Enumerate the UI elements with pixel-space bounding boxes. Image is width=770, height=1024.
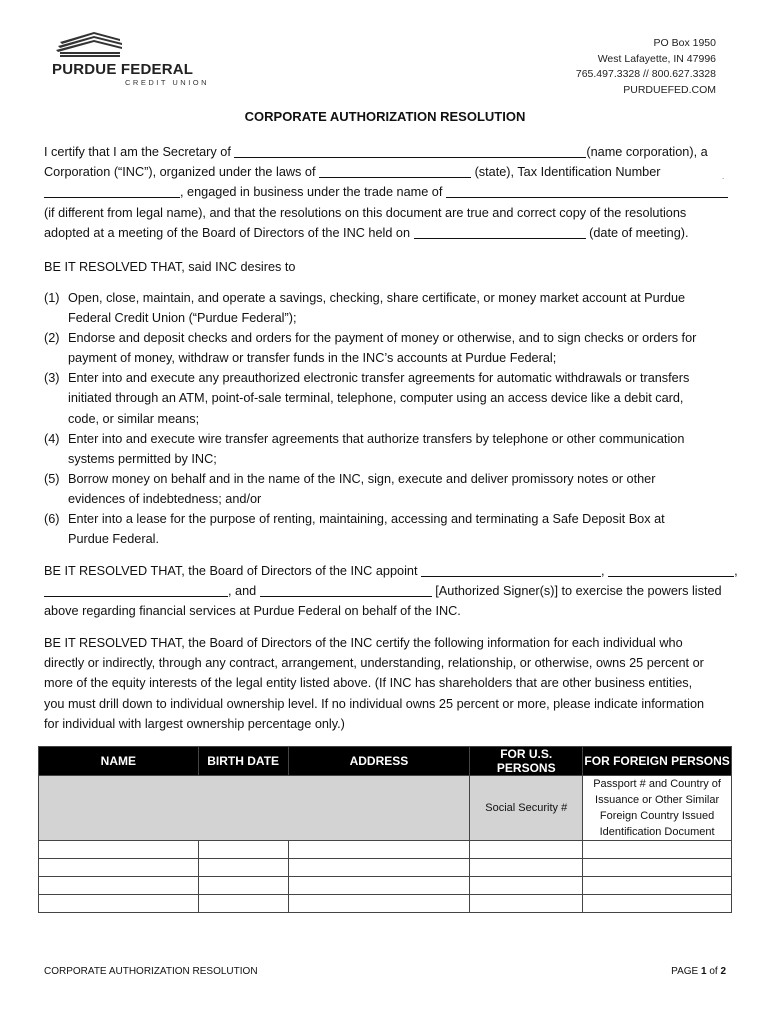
list-item: (6) Enter into a lease for the purpose of renting, maintaining, accessing and terminating a Safe Deposit Box at Purdue Federal. xyxy=(44,512,665,547)
certify-text: I certify that I am the Secretary of xyxy=(44,145,231,159)
birth-date-cell[interactable] xyxy=(198,877,288,895)
certify-text: (if different from legal name), and that the resolutions on this document are true and correct copy of the resolutions xyxy=(44,205,687,220)
certify-text: (date of meeting). xyxy=(589,225,689,240)
ssn-cell[interactable] xyxy=(470,859,583,877)
certify-text: Corporation (“INC”), organized under the laws of xyxy=(44,165,316,180)
website-line: PURDUEFED.COM xyxy=(623,83,716,96)
table-row xyxy=(39,859,732,877)
address-line: West Lafayette, IN 47996 xyxy=(597,52,716,65)
owner-name-cell[interactable] xyxy=(39,859,199,877)
col-header-birth-date: BIRTH DATE xyxy=(198,747,288,776)
signer-2-field[interactable] xyxy=(608,562,734,577)
appoint-text: , and xyxy=(228,584,257,599)
address-cell[interactable] xyxy=(288,841,470,859)
tax-id-field[interactable] xyxy=(44,183,180,198)
appoint-paragraph: BE IT RESOLVED THAT, the Board of Directors of the INC appoint , , , and [Authorized Signer(s)] to exercise the powers listed above regarding financial services at Purdue Federal on behalf of the INC. xyxy=(44,561,728,622)
purdue-federal-logo xyxy=(50,30,210,88)
certify-text: (name corporation), a xyxy=(586,145,708,159)
col-header-name: NAME xyxy=(39,747,199,776)
powers-list xyxy=(44,288,744,549)
owner-name-cell[interactable] xyxy=(39,895,199,913)
col-header-us-persons: FOR U.S. PERSONS xyxy=(470,747,583,776)
birth-date-cell[interactable] xyxy=(198,841,288,859)
signer-1-field[interactable] xyxy=(421,562,601,577)
certify-text: (state), Tax Identification Number xyxy=(474,165,661,180)
building-roof-icon xyxy=(54,30,124,60)
ssn-subheader: Social Security # xyxy=(470,776,583,841)
appoint-text: [Authorized Signer(s)] to exercise the powers listed xyxy=(435,584,722,599)
foreign-id-subheader: Passport # and Country of Issuance or Other Similar Foreign Country Issued Identification Document xyxy=(583,776,732,841)
signer-4-field[interactable] xyxy=(260,582,432,597)
beneficial-owners-table xyxy=(38,746,732,913)
owner-name-cell[interactable] xyxy=(39,877,199,895)
list-item: (5) Borrow money on behalf and in the name of the INC, sign, execute and deliver promissory notes or other evidences of indebtedness; and/or xyxy=(44,471,656,506)
resolved-intro: BE IT RESOLVED THAT, said INC desires to xyxy=(44,260,296,274)
birth-date-cell[interactable] xyxy=(198,895,288,913)
meeting-date-field[interactable] xyxy=(414,224,586,239)
col-header-foreign-persons: FOR FOREIGN PERSONS xyxy=(583,747,732,776)
address-cell[interactable] xyxy=(288,895,470,913)
address-cell[interactable] xyxy=(288,877,470,895)
page-number: PAGE 1 of 2 xyxy=(671,966,726,977)
ssn-cell[interactable] xyxy=(470,895,583,913)
logo-name: PURDUE FEDERAL xyxy=(52,61,194,78)
document-title: CORPORATE AUTHORIZATION RESOLUTION xyxy=(244,109,526,124)
corporation-name-field[interactable] xyxy=(234,143,586,158)
address-cell[interactable] xyxy=(288,859,470,877)
owner-name-cell[interactable] xyxy=(39,841,199,859)
foreign-id-cell[interactable] xyxy=(583,877,732,895)
ownership-paragraph: BE IT RESOLVED THAT, the Board of Directors of the INC certify the following information for each individual who directly or indirectly, through any contract, arrangement, understanding, relationship, or otherwise, owns 25 percent or more of the equity interests of the legal entity listed above. (If INC has shareholders that are other business entities, you must drill down to individual ownership level. If no individual owns 25 percent or more, please indicate information for individual with largest ownership percentage only.) xyxy=(44,636,705,731)
trade-name-field[interactable] xyxy=(446,183,728,198)
foreign-id-cell[interactable] xyxy=(583,859,732,877)
birth-date-cell[interactable] xyxy=(198,859,288,877)
appoint-text: above regarding financial services at Purdue Federal on behalf of the INC. xyxy=(44,604,461,619)
foreign-id-cell[interactable] xyxy=(583,841,732,859)
footer-title: CORPORATE AUTHORIZATION RESOLUTION xyxy=(44,966,258,977)
signer-3-field[interactable] xyxy=(44,582,228,597)
certify-text: , engaged in business under the trade name of xyxy=(180,185,443,200)
table-subheader-row xyxy=(39,776,732,841)
logo-subtitle: CREDIT UNION xyxy=(125,78,210,87)
state-field[interactable] xyxy=(319,163,471,178)
phone-line: 765.497.3328 // 800.627.3328 xyxy=(575,68,716,80)
table-row xyxy=(39,895,732,913)
list-item: (1) Open, close, maintain, and operate a savings, checking, share certificate, or money market account at Purdue Federal Credit Union (“Purdue Federal”); xyxy=(44,291,686,326)
table-row xyxy=(39,841,732,859)
col-header-address: ADDRESS xyxy=(288,747,470,776)
ssn-cell[interactable] xyxy=(470,841,583,859)
list-item: (4) Enter into and execute wire transfer agreements that authorize transfers by telephone or other communication systems permitted by INC; xyxy=(44,431,685,466)
certify-paragraph xyxy=(44,142,728,243)
list-item: (2) Endorse and deposit checks and orders for the payment of money or otherwise, and to sign checks or orders for payment of money, withdraw or transfer funds in the INC’s accounts at Purdue Federal; xyxy=(44,331,697,366)
list-item: (3) Enter into and execute any preauthorized electronic transfer agreements for automatic withdrawals or transfers initiated through an ATM, point-of-sale terminal, telephone, computer using an access device like a debit card, code, or similar means; xyxy=(44,371,690,426)
address-line: PO Box 1950 xyxy=(653,37,716,49)
foreign-id-cell[interactable] xyxy=(583,895,732,913)
ssn-cell[interactable] xyxy=(470,877,583,895)
table-header-row xyxy=(39,747,732,776)
appoint-text: BE IT RESOLVED THAT, the Board of Directors of the INC appoint xyxy=(44,564,418,578)
table-row xyxy=(39,877,732,895)
contact-address xyxy=(576,36,716,98)
certify-text: adopted at a meeting of the Board of Directors of the INC held on xyxy=(44,225,411,240)
